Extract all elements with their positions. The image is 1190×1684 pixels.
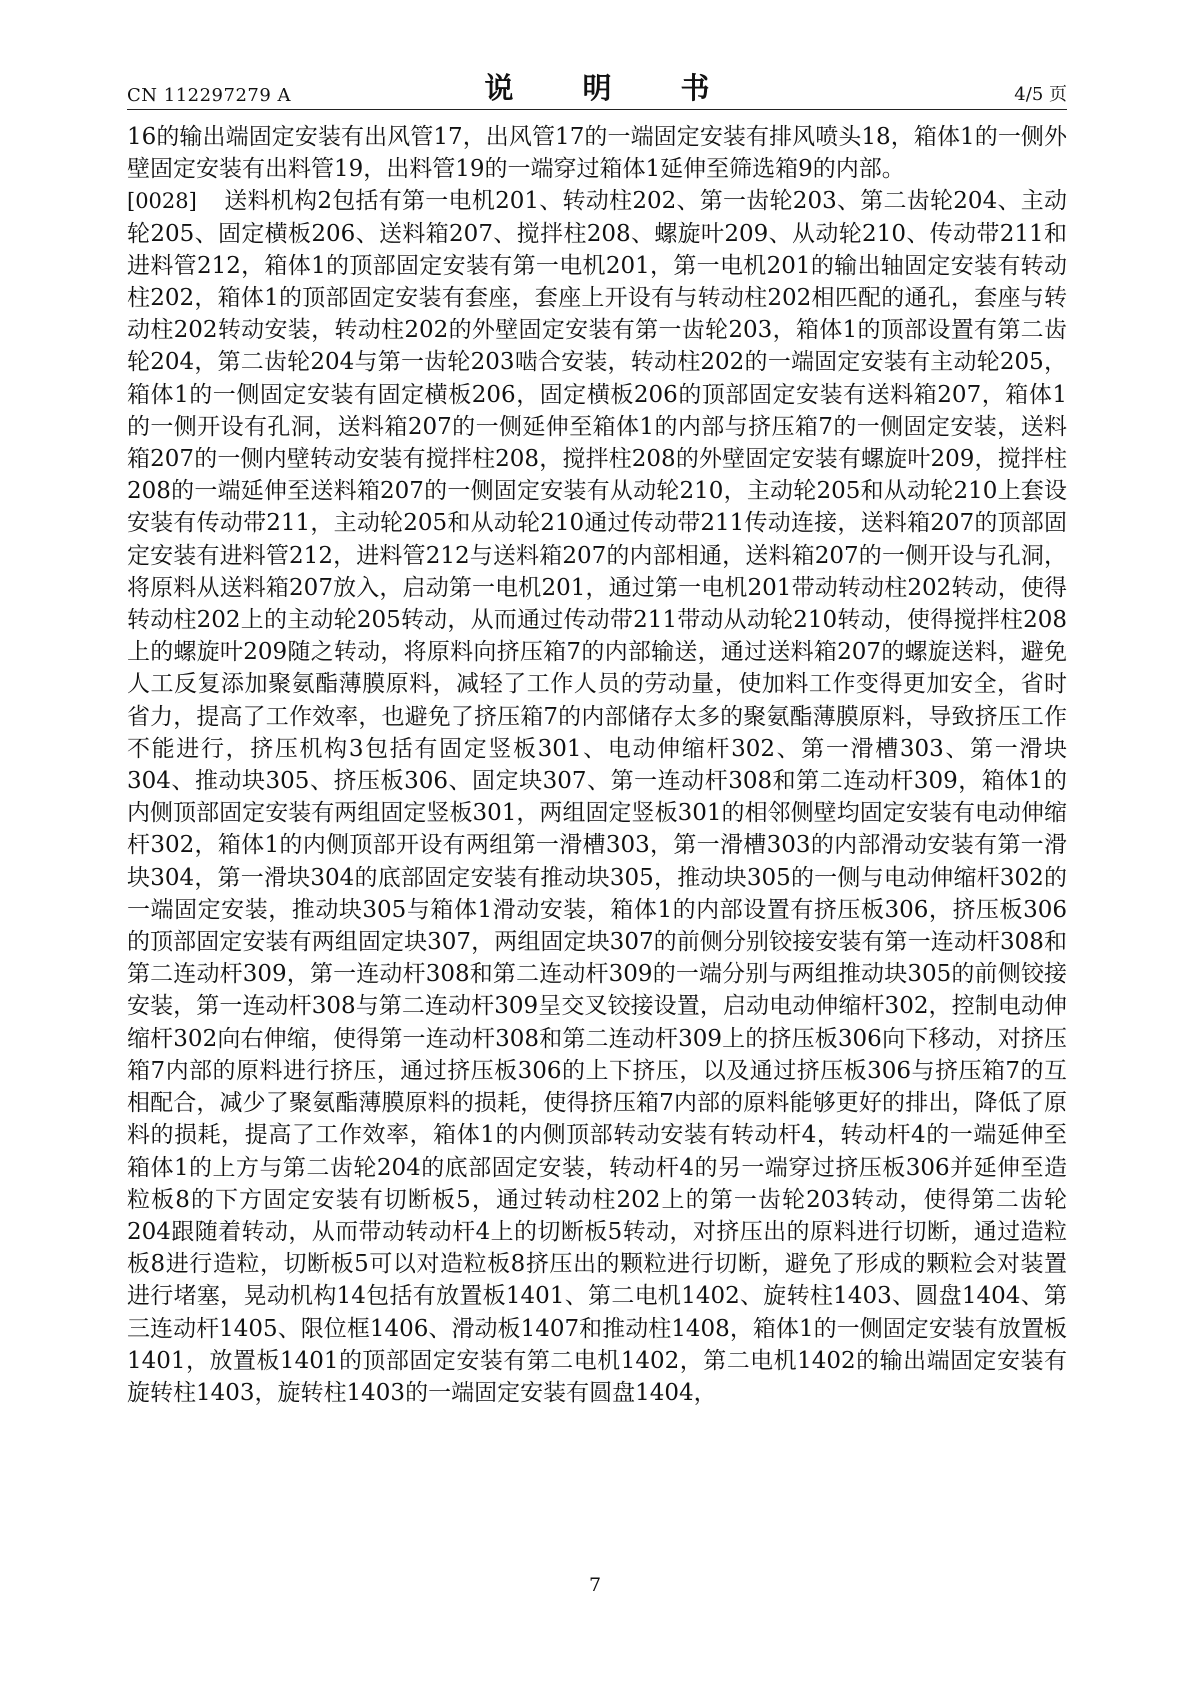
page-header bbox=[127, 62, 1067, 112]
paragraph-continuation bbox=[127, 121, 1067, 185]
paragraph-text: 16的输出端固定安装有出风管17，出风管17的一端固定安装有排风喷头18，箱体1的一侧外壁固定安装有出料管19，出料管19的一端穿过箱体1延伸至筛选箱9的内部。 bbox=[127, 124, 1067, 183]
paragraph-0028 bbox=[127, 185, 1067, 1409]
header-divider bbox=[127, 109, 1067, 110]
paragraph-number: [0028] bbox=[127, 189, 197, 214]
document-title: 说 明 书 bbox=[484, 71, 730, 105]
page-number: 7 bbox=[588, 1574, 602, 1596]
page-ratio: 4/5 页 bbox=[1014, 84, 1067, 105]
publication-number: CN 112297279 A bbox=[127, 85, 292, 106]
paragraph-text: 送料机构2包括有第一电机201、转动柱202、第一齿轮203、第二齿轮204、主动轮205、固定横板206、送料箱207、搅拌柱208、螺旋叶209、从动轮210、传动带211和进料管212，箱体1的顶部固定安装有第一电机201，第一电机201的输出轴固定安装有转动柱202，箱体1的顶部固定安装有套座，套座上开设有与转动柱202相匹配的通孔，套座与转动柱202转动安装，转动柱202的外壁固定安装有第一齿轮203，箱体1的顶部设置有第二齿轮204，第二齿轮204与第一齿轮203啮合安装，转动柱202的一端固定安装有主动轮205，箱体1的一侧固定安装有固定横板206，固定横板206的顶部固定安装有送料箱207，箱体1的一侧开设有孔洞，送料箱207的一侧延伸至箱体1的内部与挤压箱7的一侧固定安装，送料箱207的一侧内壁转动安装有搅拌柱208，搅拌柱208的外壁固定安装有螺旋叶209，搅拌柱208的一端延伸至送料箱207的一侧固定安装有从动轮210，主动轮205和从动轮210上套设安装有传动带211，主动轮205和从动轮210通过传动带211传动连接，送料箱207的顶部固定安装有进料管212，进料管212与送料箱207的内部相通，送料箱207的一侧开设与孔洞，将原料从送料箱207放入，启动第一电机201，通过第一电机201带动转动柱202转动，使得转动柱202上的主动轮205转动，从而通过传动带211带动从动轮210转动，使得搅拌柱208上的螺旋叶209随之转动，将原料向挤压箱7的内部输送，通过送料箱207的螺旋送料，避免人工反复添加聚氨酯薄膜原料，减轻了工作人员的劳动量，使加料工作变得更加安全，省时省力，提高了工作效率，也避免了挤压箱7的内部储存太多的聚氨酯薄膜原料，导致挤压工作不能进行，挤压机构3包括有固定竖板301、电动伸缩杆302、第一滑槽303、第一滑块304、推动块305、挤压板306、固定块307、第一连动杆308和第二连动杆309，箱体1的内侧顶部固定安装有两组固定竖板301，两组固定竖板301的相邻侧壁均固定安装有电动伸缩杆302，箱体1的内侧顶部开设有两组第一滑槽303，第一滑槽303的内部滑动安装有第一滑块304，第一滑块304的底部固定安装有推动块305，推动块305的一侧与电动伸缩杆302的一端固定安装，推动块305与箱体1滑动安装，箱体1的内部设置有挤压板306，挤压板306的顶部固定安装有两组固定块307，两组固定块307的前侧分别铰接安装有第一连动杆308和第二连动杆309，第一连动杆308和第二连动杆309的一端分别与两组推动块305的前侧铰接安装，第一连动杆308与第二连动杆309呈交叉铰接设置，启动电动伸缩杆302，控制电动伸缩杆302向右伸缩，使得第一连动杆308和第二连动杆309上的挤压板306向下移动，对挤压箱7内部的原料进行挤压，通过挤压板306的上下挤压，以及通过挤压板306与挤压箱7的互相配合，减少了聚氨酯薄膜原料的损耗，使得挤压箱7内部的原料能够更好的排出，降低了原料的损耗，提高了工作效率，箱体1的内侧顶部转动安装有转动杆4，转动杆4的一端延伸至箱体1的上方与第二齿轮204的底部固定安装，转动杆4的另一端穿过挤压板306并延伸至造粒板8的下方固定安装有切断板5，通过转动柱202上的第一齿轮203转动，使得第二齿轮204跟随着转动，从而带动转动杆4上的切断板5转动，对挤压出的原料进行切断，通过造粒板8进行造粒，切断板5可以对造粒板8挤压出的颗粒进行切断，避免了形成的颗粒会对装置进行堵塞，晃动机构14包括有放置板1401、第二电机1402、旋转柱1403、圆盘1404、第三连动杆1405、限位框1406、滑动板1407和推动柱1408，箱体1的一侧固定安装有放置板1401，放置板1401的顶部固定安装有第二电机1402，第二电机1402的输出端固定安装有旋转柱1403，旋转柱1403的一端固定安装有圆盘1404， bbox=[127, 188, 1067, 1406]
document-body bbox=[127, 121, 1067, 1409]
